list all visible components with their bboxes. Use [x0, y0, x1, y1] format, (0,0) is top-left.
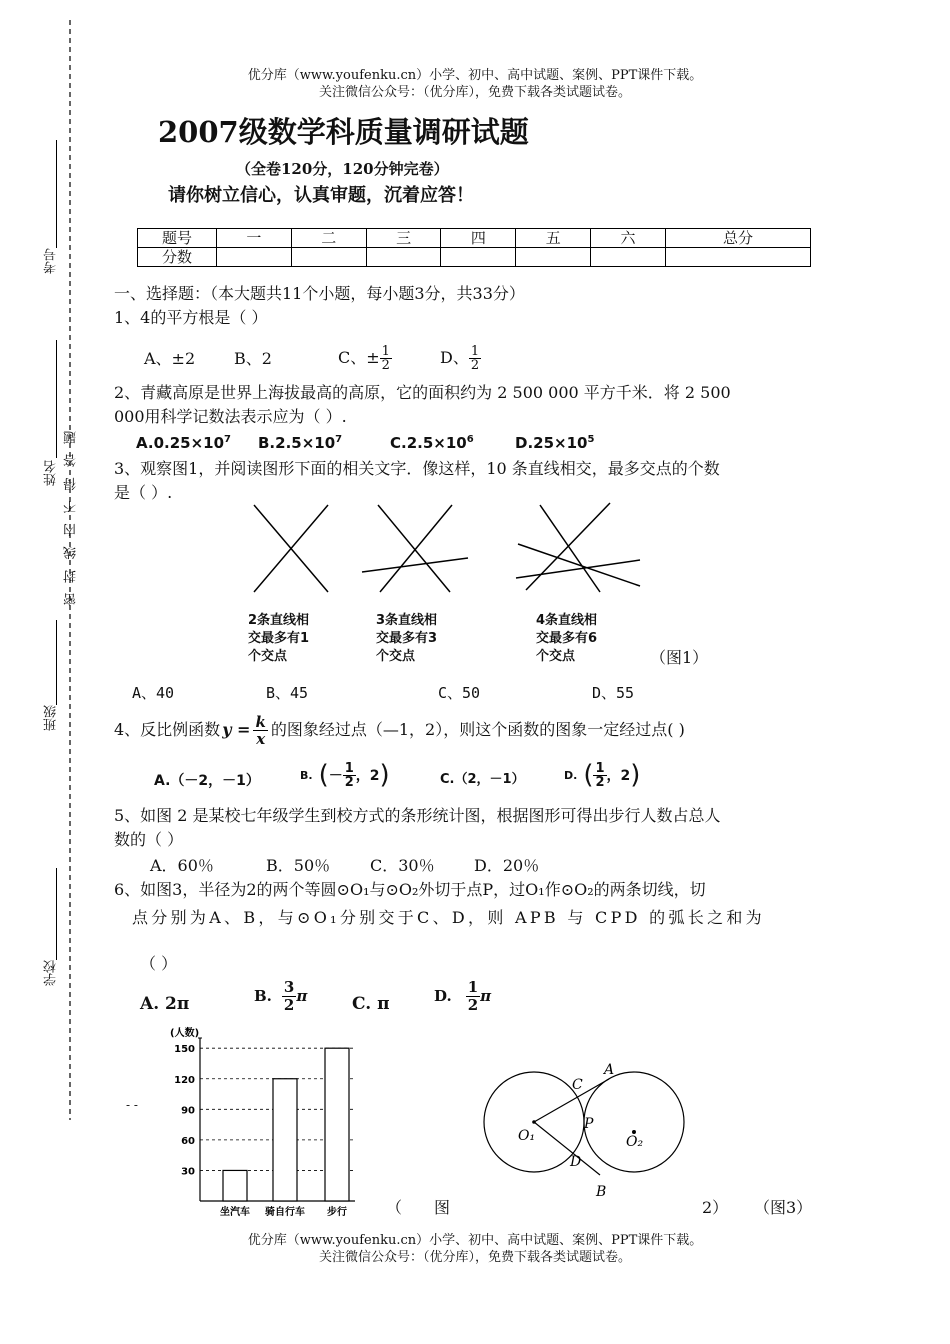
q6-option-b	[254, 976, 307, 1016]
section-1-heading: 一、选择题：（本大题共11个小题，每小题3分，共33分）	[114, 284, 525, 303]
q2-option-b	[258, 434, 342, 452]
class-line	[56, 620, 57, 705]
score-table-header-row	[138, 229, 811, 248]
header-line-2: 关注微信公众号：（优分库），免费下载各类试题试卷。	[318, 85, 631, 100]
figure-3-circles	[470, 1058, 700, 1198]
school-line	[56, 868, 57, 960]
q1-stem: 1、4的平方根是（ ）	[114, 308, 268, 327]
fraction	[282, 979, 296, 1014]
fraction	[253, 714, 267, 747]
q3-option-c: C、50	[438, 684, 481, 702]
fraction-numerator: k	[255, 712, 266, 731]
q3-option-b: B、45	[266, 684, 309, 702]
label-b: B	[596, 1184, 607, 1198]
chart-y-tick-label: 30	[181, 1166, 195, 1178]
figure-3-label: （图3）	[754, 1198, 813, 1217]
q5-option-d: D．20％	[474, 856, 540, 875]
caption-line: 交最多有3	[376, 631, 438, 646]
q2-option-c	[390, 434, 474, 452]
score-table-cell: 五	[516, 229, 591, 248]
q1-option-d	[440, 340, 481, 376]
q2-option-c-exp: 6	[466, 434, 474, 445]
q4-option-d-tail: ，2	[606, 768, 631, 784]
motto: 请你树立信心，认真审题，沉着应答！	[168, 185, 474, 206]
q2-option-a-text: A.0.25×10	[136, 434, 225, 452]
score-table	[137, 228, 811, 267]
caption-line: 个交点	[376, 649, 416, 664]
q5-option-a: A．60％	[150, 856, 214, 875]
footer-line-2: 关注微信公众号：（优分库），免费下载各类试题试卷。	[318, 1250, 631, 1265]
chart-bar	[325, 1048, 349, 1201]
chart-bar	[223, 1170, 247, 1201]
page-title: 2007级数学科质量调研试题	[158, 115, 529, 149]
fraction-denominator: 2	[470, 357, 480, 373]
label-d: D	[570, 1154, 582, 1170]
score-table-cell: 一	[217, 229, 292, 248]
figure-1-lines	[240, 500, 660, 600]
q6-option-c: C. π	[352, 994, 390, 1014]
q1-option-d-prefix: D、	[440, 348, 469, 367]
q1-option-b: B、2	[234, 349, 272, 368]
figure-1-caption-2	[376, 612, 437, 666]
caption-line: 个交点	[536, 649, 576, 664]
score-input-cell[interactable]	[366, 248, 441, 267]
point-o1	[532, 1120, 536, 1124]
figure-2-bar-chart	[130, 1020, 380, 1220]
score-table-cell: 二	[291, 229, 366, 248]
chart-y-tick-label: 60	[181, 1135, 195, 1147]
q2-option-b-exp: 7	[335, 434, 343, 445]
fraction	[469, 345, 481, 372]
paren-open: (	[318, 760, 329, 790]
q4-suffix: 的图象经过点（—1，2），则这个函数的图象一定经过点( )	[270, 720, 685, 739]
q4-option-b-tail: ，2	[355, 768, 380, 784]
figure-1-caption-3	[536, 612, 597, 666]
fraction-denominator: 2	[595, 774, 605, 790]
caption-line: 2条直线相	[248, 613, 310, 628]
q2-option-b-text: B.2.5×10	[258, 434, 336, 452]
q1-option-c-prefix: C、±	[338, 348, 380, 367]
q1-option-a: A、±2	[144, 349, 196, 368]
three-lines-diagram	[362, 505, 468, 592]
fraction-denominator: 2	[344, 774, 354, 790]
q5-stem-line-1: 5、如图 2 是某校七年级学生到校方式的条形统计图，根据图形可得出步行人数占总人	[114, 806, 721, 825]
fraction	[343, 762, 356, 789]
score-table-score-row	[138, 248, 811, 267]
chart-y-tick-label: 90	[181, 1105, 195, 1117]
q6-stem-line-2: 点分别为A、B，与⊙O₁分别交于C、D，则 APB 与 CPD 的弧长之和为	[132, 908, 765, 927]
chart-bars	[223, 1048, 349, 1201]
q4-option-c: C.（2，－1）	[440, 772, 525, 787]
q3-stem-line-1: 3、观察图1，并阅读图形下面的相关文字．像这样，10 条直线相交，最多交点的个数	[114, 459, 720, 478]
q5-option-b: B．50％	[266, 856, 331, 875]
q4-option-d	[564, 757, 640, 793]
score-input-cell[interactable]	[591, 248, 666, 267]
caption-line: 4条直线相	[536, 613, 598, 628]
caption-line: 个交点	[248, 649, 288, 664]
score-table-cell: 六	[591, 229, 666, 248]
fraction-denominator: x	[256, 729, 266, 748]
q2-option-d-exp: 5	[587, 434, 595, 445]
q6-blank: （ ）	[140, 954, 178, 973]
q5-stem-line-2: 数的（ ）	[114, 830, 184, 849]
figure-2-caption-open: （ 图	[386, 1198, 451, 1217]
chart-x-tick-label: 坐汽车	[220, 1207, 250, 1218]
score-table-cell: 四	[441, 229, 516, 248]
q4-option-a: A.（－2，－1）	[154, 773, 260, 789]
score-input-cell[interactable]	[665, 248, 810, 267]
paren-close: )	[379, 760, 390, 790]
fraction-numerator: 1	[470, 343, 480, 359]
pi-symbol: π	[296, 987, 308, 1005]
q6-option-b-prefix: B.	[254, 987, 272, 1005]
caption-line: 交最多有1	[248, 631, 310, 646]
name-line	[56, 340, 57, 458]
q4-stem	[114, 704, 685, 756]
header-line-1: 优分库（www.youfenku.cn）小学、初中、高中试题、案例、PPT课件下载。	[247, 68, 703, 83]
q4-option-b	[300, 757, 390, 793]
label-o1: O₁	[518, 1128, 536, 1144]
chart-y-tick-label: 150	[174, 1044, 195, 1056]
score-input-cell[interactable]	[291, 248, 366, 267]
q3-stem-line-2: 是（ ）.	[114, 483, 173, 502]
chart-bar	[273, 1079, 297, 1201]
q5-option-c: C．30％	[370, 856, 435, 875]
fraction-numerator: 1	[344, 760, 354, 776]
score-input-cell[interactable]	[217, 248, 292, 267]
four-lines-diagram	[516, 503, 640, 592]
chart-x-tick-label: 步行	[327, 1207, 347, 1218]
pi-symbol: π	[480, 987, 492, 1005]
q3-option-a: A、40	[132, 684, 175, 702]
score-input-cell[interactable]	[516, 248, 591, 267]
score-table-cell: 分数	[138, 248, 217, 267]
fraction-numerator: 1	[595, 760, 605, 776]
fraction	[380, 345, 392, 372]
chart-y-tick-label: 120	[174, 1074, 195, 1086]
label-a: A	[604, 1062, 615, 1078]
fraction	[593, 762, 606, 789]
label-p: P	[584, 1116, 594, 1132]
class-label: 班级	[44, 705, 59, 731]
q2-option-c-text: C.2.5×10	[390, 434, 467, 452]
label-o2: O₂	[626, 1134, 644, 1150]
exam-no-label: 考号	[44, 248, 59, 274]
seal-notice: 密 封 线 内 不 得 答 题	[64, 428, 79, 606]
circle-o2	[584, 1072, 684, 1172]
fraction-denominator: 2	[283, 995, 295, 1014]
q4-option-b-prefix: B.	[300, 768, 313, 782]
figure-2-caption-close: 2）	[702, 1198, 729, 1217]
subtitle: （全卷120分，120分钟完卷）	[236, 160, 449, 178]
fraction-numerator: 1	[467, 977, 479, 996]
caption-line: 3条直线相	[376, 613, 438, 628]
q3-option-d: D、55	[592, 684, 635, 702]
q6-option-a: A. 2π	[140, 994, 190, 1014]
figure-1-label: （图1）	[650, 648, 709, 667]
caption-line: 交最多有6	[536, 631, 598, 646]
chart-x-tick-label: 骑自行车	[265, 1207, 305, 1218]
school-label: 学校	[44, 960, 59, 986]
fraction	[466, 979, 480, 1014]
q6-stem-line-1: 6、如图3，半径为2的两个等圆⊙O₁与⊙O₂外切于点P，过O₁作⊙O₂的两条切线，切	[114, 880, 706, 899]
q2-option-a	[136, 434, 231, 452]
fraction-numerator: 1	[381, 343, 390, 359]
name-label: 姓名	[44, 460, 59, 486]
label-c: C	[572, 1077, 583, 1093]
score-input-cell[interactable]	[441, 248, 516, 267]
q4-func-y: y =	[222, 720, 251, 739]
figure-1-caption-1	[248, 612, 309, 666]
q2-option-d	[515, 434, 594, 452]
q6-option-d	[434, 976, 491, 1016]
q2-option-a-exp: 7	[224, 434, 232, 445]
fraction-denominator: 2	[467, 995, 479, 1014]
score-table-cell: 三	[366, 229, 441, 248]
q2-option-d-text: D.25×10	[515, 434, 588, 452]
q1-option-c	[338, 340, 392, 376]
score-table-cell: 题号	[138, 229, 217, 248]
q4-option-b-neg: －	[328, 768, 343, 784]
q2-stem-line-2: 000用科学记数法表示应为（ ）.	[114, 407, 347, 426]
exam-no-line	[56, 140, 57, 248]
fraction-numerator: 3	[283, 977, 295, 996]
footer-line-1: 优分库（www.youfenku.cn）小学、初中、高中试题、案例、PPT课件下载。	[247, 1233, 703, 1248]
q2-stem-line-1: 2、青藏高原是世界上海拔最高的高原，它的面积约为 2 500 000 平方千米．将 2 500	[114, 383, 731, 402]
dash-mark: - -	[126, 1098, 138, 1112]
paren-close: )	[630, 760, 641, 790]
q4-prefix: 4、反比例函数	[114, 720, 221, 739]
fraction-denominator: 2	[381, 357, 390, 373]
chart-ylabel: (人数)	[170, 1028, 200, 1039]
paren-open: (	[583, 760, 594, 790]
score-table-cell: 总分	[665, 229, 810, 248]
two-lines-diagram	[254, 505, 328, 592]
q6-option-d-prefix: D.	[434, 987, 452, 1005]
q4-option-d-prefix: D.	[564, 768, 578, 782]
